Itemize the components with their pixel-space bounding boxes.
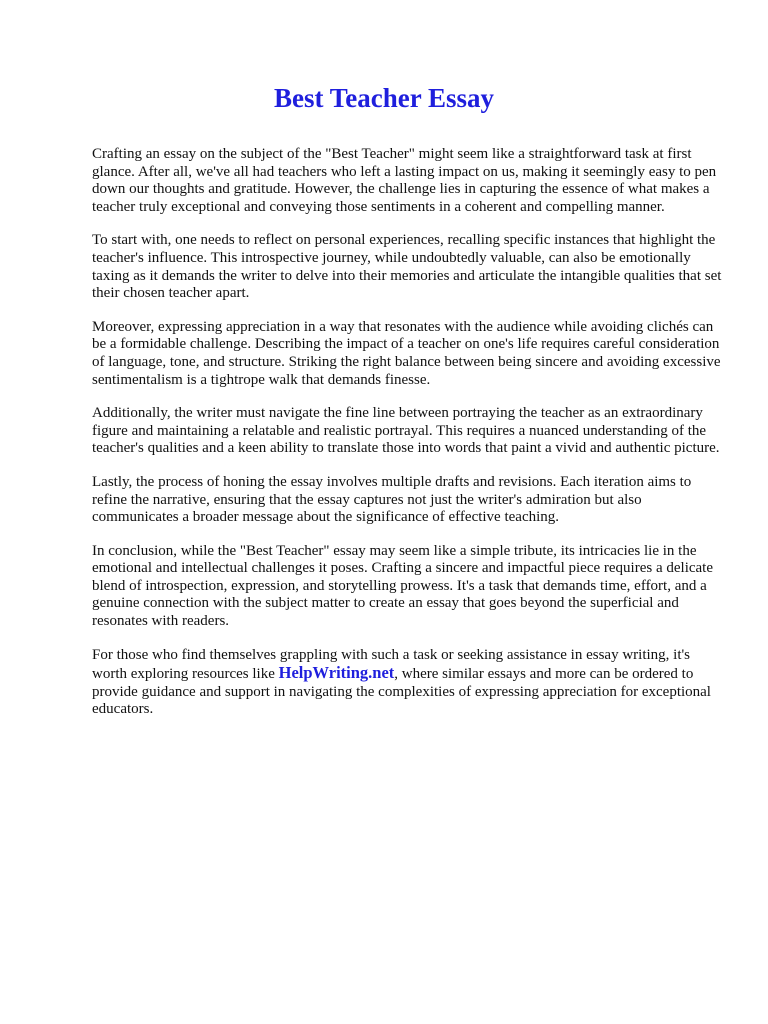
- page-title: Best Teacher Essay: [273, 83, 495, 113]
- helpwriting-link[interactable]: HelpWriting.net: [278, 663, 395, 683]
- paragraph-portrayal: Additionally, the writer must navigate the fine line between portraying the teacher as an extraordinary figure and maintaining a relatable and realistic portrayal. This requires a nuanced understanding of the teacher's qualities and a keen ability to translate those into words that paint a vivid and authentic picture.: [92, 405, 720, 457]
- paragraph-appreciation: Moreover, expressing appreciation in a way that resonates with the audience while avoiding clichés can be a formidable challenge. Describing the impact of a teacher on one's life requires careful consideration of language, tone, and structure. Striking the right balance between being sincere and avoiding excessive sentimentalism is a tightrope walk that demands finesse.: [92, 318, 721, 388]
- resources-text-after-link: , where similar essays and more can be ordered to provide guidance and support in navigating the complexities of expressing appreciation for exceptional educators.: [92, 666, 711, 718]
- paragraph-conclusion: In conclusion, while the "Best Teacher" essay may seem like a simple tribute, its intricacies lie in the emotional and intellectual challenges it poses. Crafting a sincere and impactful piece requires a delicate blend of introspection, expression, and storytelling prowess. It's a task that demands time, effort, and a genuine connection with the subject matter to create an essay that goes beyond the superficial and resonates with readers.: [92, 542, 713, 630]
- resources-text-before-link: For those who find themselves grappling with such a task or seeking assistance in essay writing, it's worth exploring resources like: [92, 646, 691, 683]
- paragraph-reflection: To start with, one needs to reflect on personal experiences, recalling specific instances that highlight the teacher's influence. This introspective journey, while undoubtedly valuable, can also be emotionally taxing as it demands the writer to delve into their memories and articulate the intangible qualities that set their chosen teacher apart.: [92, 232, 722, 302]
- paragraph-resources: [92, 647, 724, 719]
- essay-body: [92, 146, 724, 735]
- paragraph-revisions: Lastly, the process of honing the essay involves multiple drafts and revisions. Each iteration aims to refine the narrative, ensuring that the essay captures not just the writer's admiration but also communicates a broader message about the significance of effective teaching.: [92, 473, 692, 526]
- paragraph-intro: Crafting an essay on the subject of the "Best Teacher" might seem like a straightforward task at first glance. After all, we've all had teachers who left a lasting impact on us, making it seemingly easy to pen down our thoughts and gratitude. However, the challenge lies in capturing the essence of what makes a teacher truly exceptional and conveying those sentiments in a coherent and compelling manner.: [92, 146, 717, 215]
